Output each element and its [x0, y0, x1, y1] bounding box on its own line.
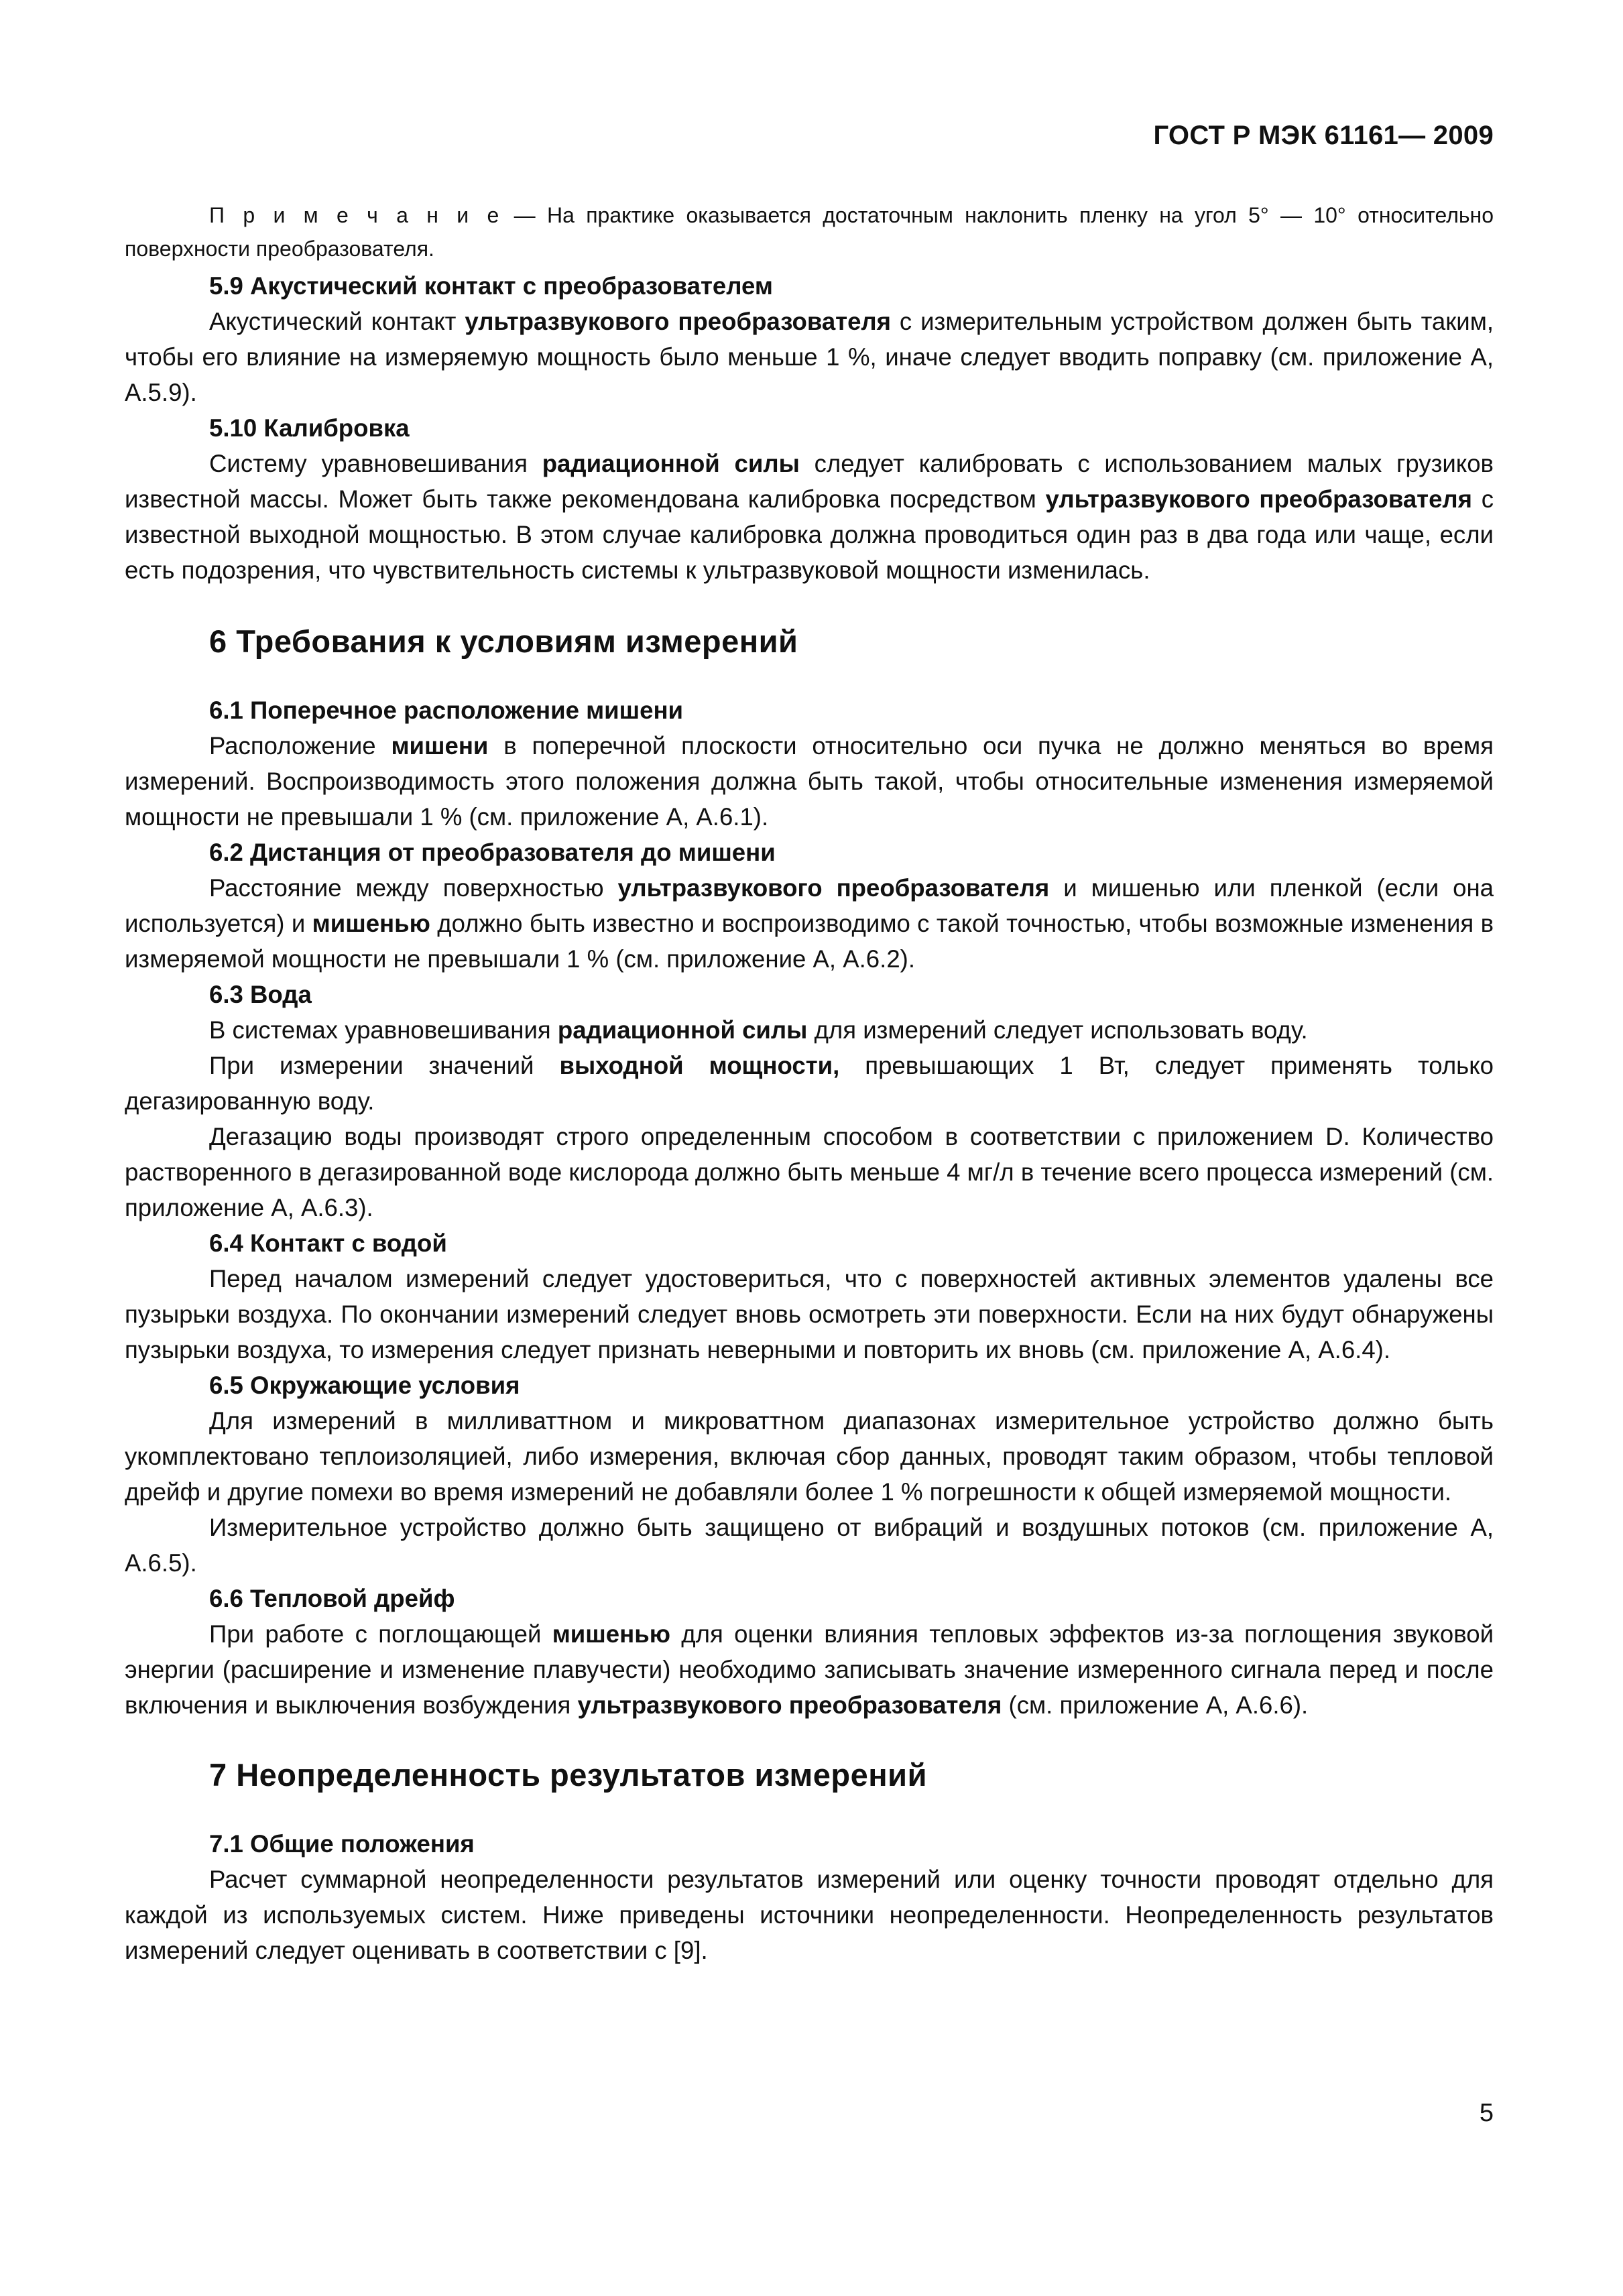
paragraph-6-3-3: Дегазацию воды производят строго определенным способом в соответствии с приложением D. Количество растворенного в дегазированной воде кислорода должно быть меньше 4 мг/л в течение всего процесса измерений (см. приложение А, А.6.3).	[125, 1123, 1494, 1221]
term-bold: ультразвукового преобразователя	[617, 874, 1050, 902]
term-bold: радиационной силы	[557, 1016, 808, 1044]
paragraph-6-5-1: Для измерений в милливаттном и микроваттном диапазонах измерительное устройство должно быть укомплектовано теплоизоляцией, либо измерения, включая сбор данных, проводят таким образом, чтобы тепловой дрейф и другие помехи во время измерений не добавляли более 1 % погрешности к общей измеряемой мощности.	[125, 1407, 1494, 1506]
paragraph-5-9: Акустический контакт ультразвукового преобразователя с измерительным устройством должен быть таким, чтобы его влияние на измеряемую мощность было меньше 1 %, иначе следует вводить поправку (см. приложение А, А.5.9).	[125, 308, 1494, 406]
term-bold: мишени	[391, 732, 489, 760]
term-bold: ультразвукового преобразователя	[465, 308, 892, 335]
heading-6-3: 6.3 Вода	[209, 981, 312, 1008]
page-content	[125, 198, 1494, 1968]
paragraph-5-10: Систему уравновешивания радиационной силы следует калибровать с использованием малых грузиков известной массы. Может быть также рекомендована калибровка посредством ультразвукового преобразователя с известной выходной мощностью. В этом случае калибровка должна проводиться один раз в два года или чаще, если есть подозрения, что чувствительность системы к ультразвуковой мощности изменилась.	[125, 450, 1494, 584]
note	[125, 198, 1494, 265]
heading-6-5: 6.5 Окружающие условия	[209, 1372, 520, 1399]
term-bold: мишенью	[552, 1620, 670, 1648]
heading-6-2: 6.2 Дистанция от преобразователя до мишени	[209, 839, 776, 866]
heading-6-6: 6.6 Тепловой дрейф	[209, 1585, 455, 1612]
term-bold: радиационной силы	[542, 450, 800, 477]
paragraph-7-1: Расчет суммарной неопределенности результатов измерений или оценку точности проводят отдельно для каждой из используемых систем. Ниже приведены источники неопределенности. Неопределенность результатов измерений следует оценивать в соответствии с [9].	[125, 1866, 1494, 1964]
section-heading-7: 7 Неопределенность результатов измерений	[209, 1757, 927, 1793]
note-text: — На практике оказывается достаточным наклонить пленку на угол 5° — 10° относительно поверхности преобразователя.	[125, 203, 1494, 261]
section-heading-6: 6 Требования к условиям измерений	[209, 623, 798, 659]
paragraph-6-3-2: При измерении значений выходной мощности, превышающих 1 Вт, следует применять только дегазированную воду.	[125, 1052, 1494, 1115]
paragraph-6-1: Расположение мишени в поперечной плоскости относительно оси пучка не должно меняться во время измерений. Воспроизводимость этого положения должна быть такой, чтобы относительные изменения измеряемой мощности не превышали 1 % (см. приложение А, А.6.1).	[125, 732, 1494, 831]
note-label: П р и м е ч а н и е	[209, 203, 503, 227]
heading-6-1: 6.1 Поперечное расположение мишени	[209, 697, 684, 724]
heading-5-10: 5.10 Калибровка	[209, 414, 410, 442]
paragraph-6-2: Расстояние между поверхностью ультразвукового преобразователя и мишенью или пленкой (если она используется) и мишенью должно быть известно и воспроизводимо с такой точностью, чтобы возможные изменения в измеряемой мощности не превышали 1 % (см. приложение А, А.6.2).	[125, 874, 1494, 973]
paragraph-6-3-1: В системах уравновешивания радиационной силы для измерений следует использовать воду.	[209, 1016, 1308, 1044]
standard-code-header: ГОСТ Р МЭК 61161— 2009	[1153, 121, 1494, 150]
term-bold: ультразвукового преобразователя	[1045, 485, 1473, 513]
term-bold: выходной мощности,	[559, 1052, 840, 1079]
paragraph-6-4: Перед началом измерений следует удостовериться, что с поверхностей активных элементов удалены все пузырьки воздуха. По окончании измерений следует вновь осмотреть эти поверхности. Если на них будут обнаружены пузырьки воздуха, то измерения следует признать неверными и повторить их вновь (см. приложение А, А.6.4).	[125, 1265, 1494, 1364]
heading-6-4: 6.4 Контакт с водой	[209, 1229, 447, 1257]
paragraph-6-5-2: Измерительное устройство должно быть защищено от вибраций и воздушных потоков (см. приложение А, А.6.5).	[125, 1514, 1494, 1577]
term-bold: мишенью	[312, 910, 430, 937]
page-number: 5	[1479, 2099, 1494, 2127]
term-bold: ультразвукового преобразователя	[577, 1691, 1002, 1719]
heading-7-1: 7.1 Общие положения	[209, 1830, 475, 1858]
heading-5-9: 5.9 Акустический контакт с преобразователем	[209, 272, 773, 300]
paragraph-6-6: При работе с поглощающей мишенью для оценки влияния тепловых эффектов из-за поглощения звуковой энергии (расширение и изменение плавучести) необходимо записывать значение измеренного сигнала перед и после включения и выключения возбуждения ультразвукового преобразователя (см. приложение А, А.6.6).	[125, 1620, 1494, 1719]
